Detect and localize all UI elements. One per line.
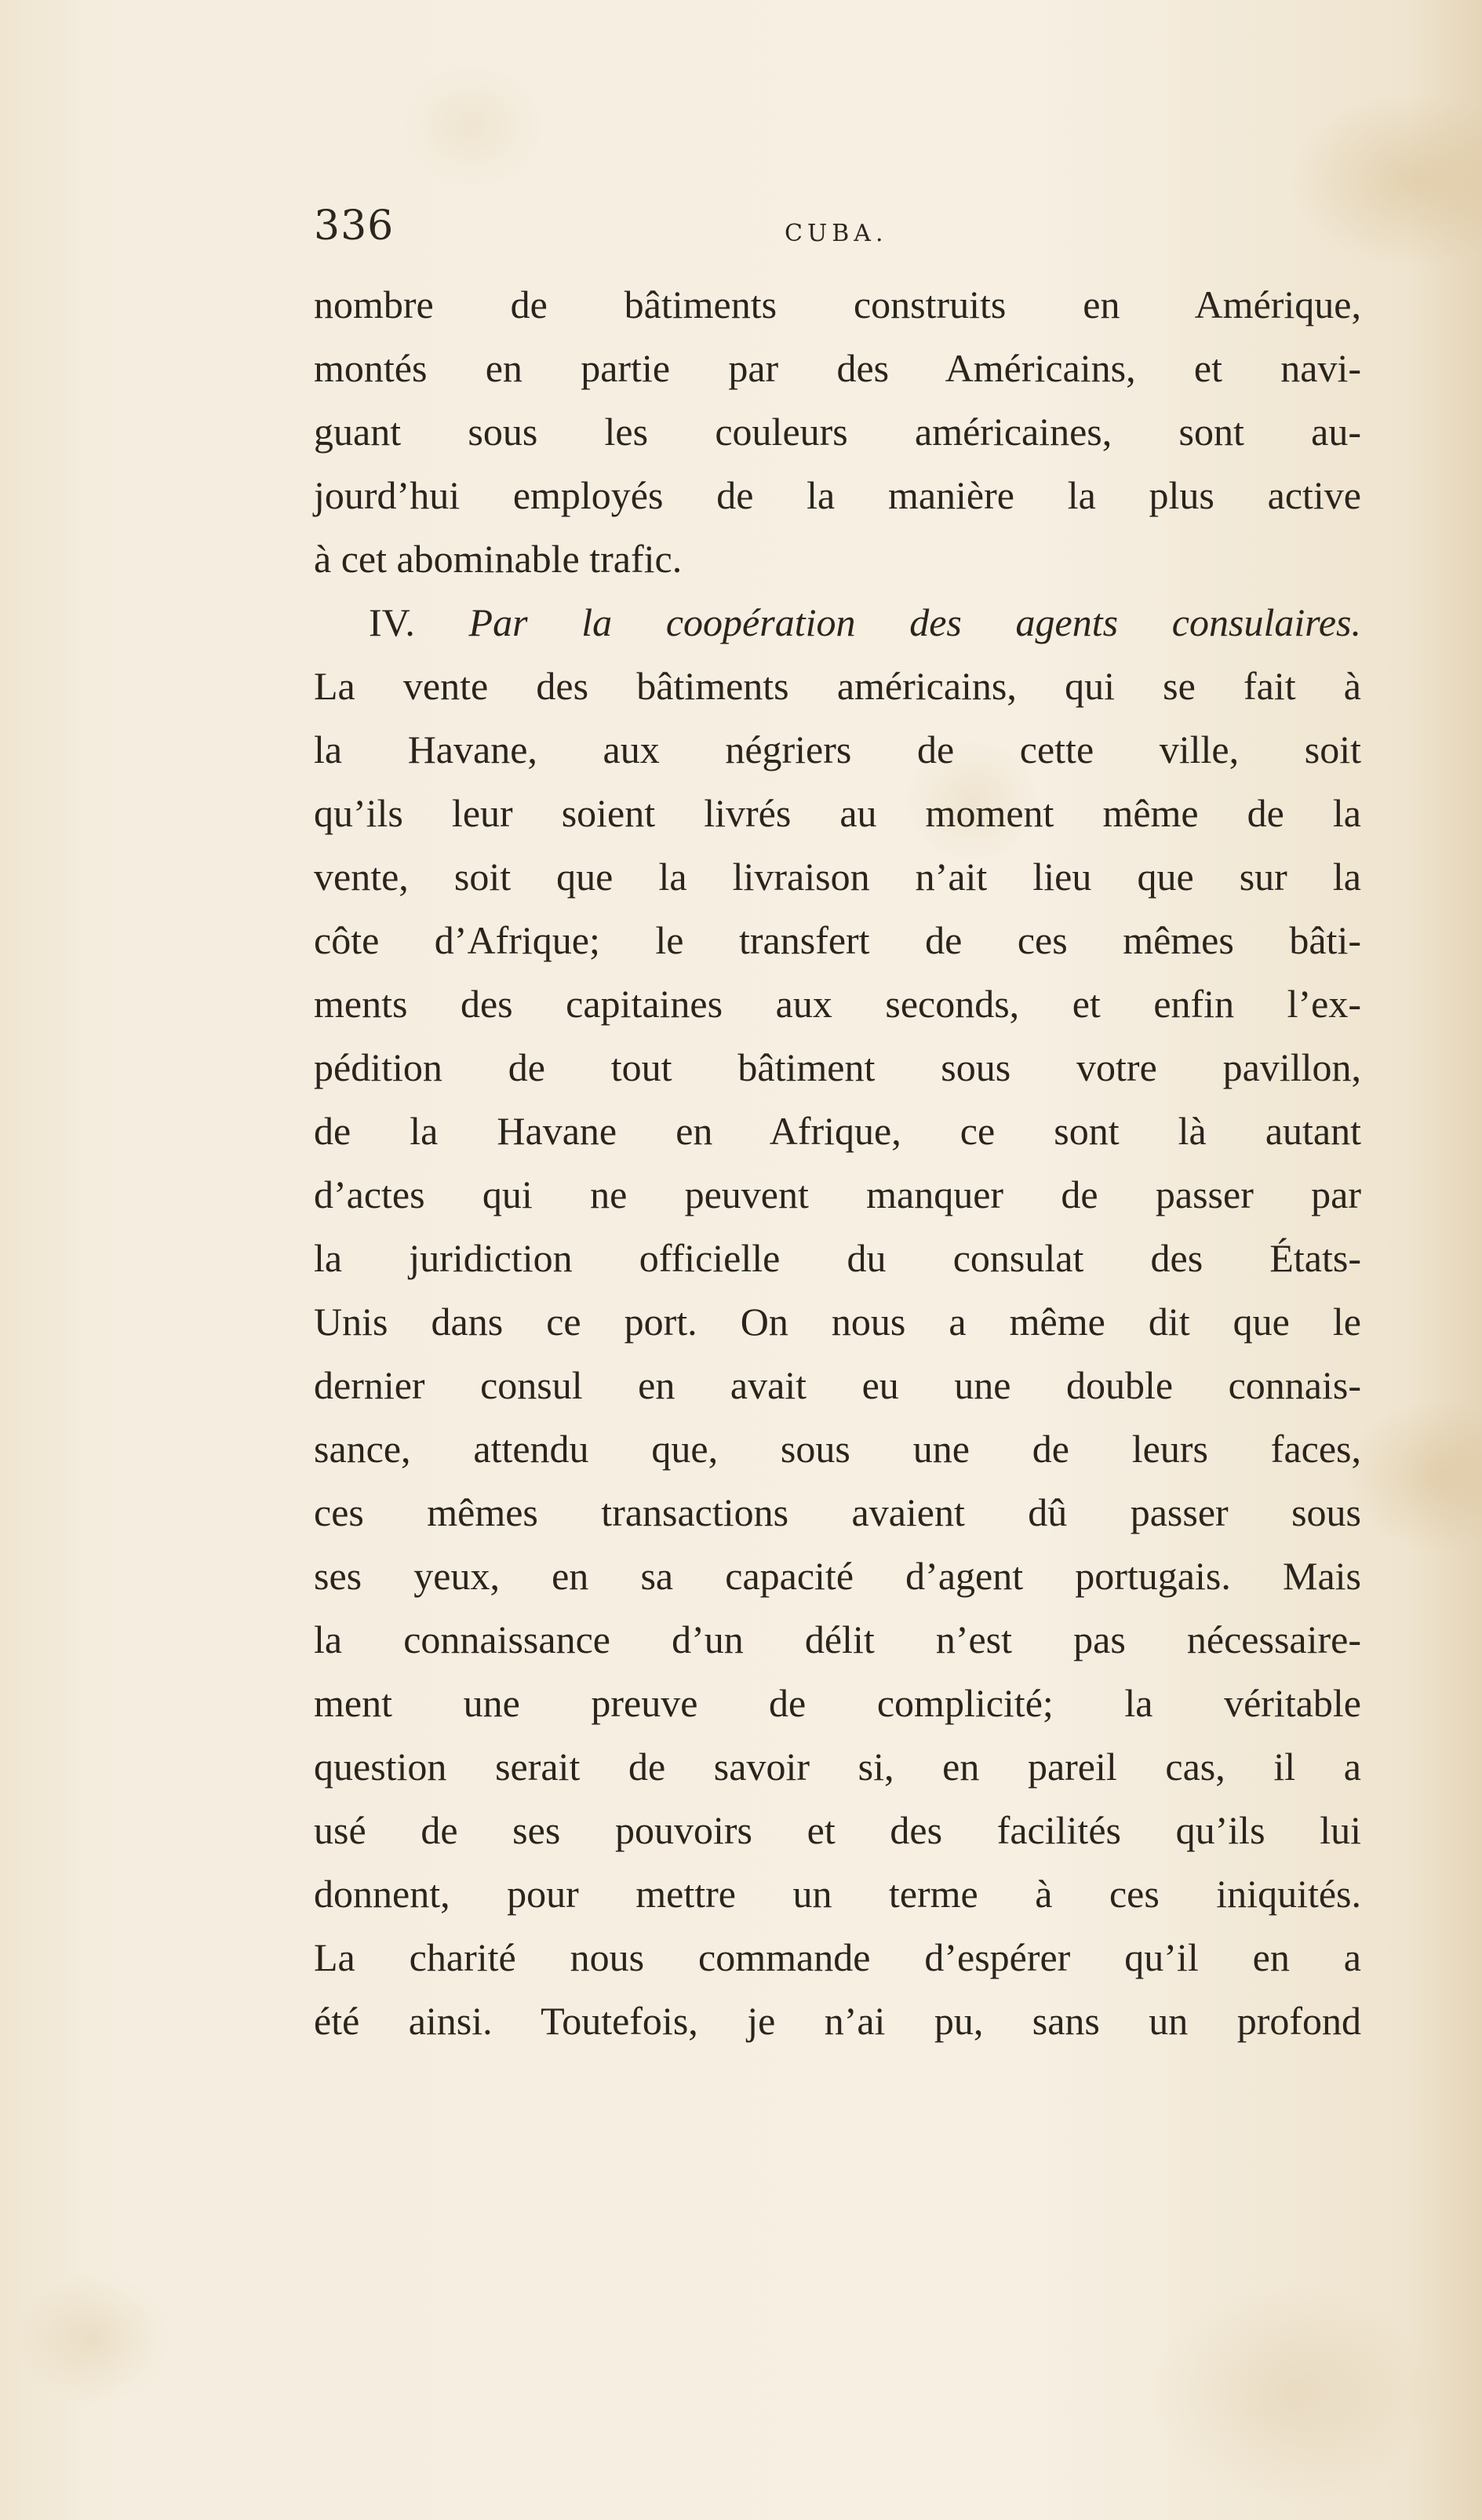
text-line: à cet abominable trafic. — [314, 537, 683, 581]
text-line: montés en partie par des Américains, et navi- — [314, 346, 1361, 390]
text-line: sance, attendu que, sous une de leurs faces, — [314, 1427, 1361, 1471]
text-line: qu’ils leur soient livrés au moment même de la — [314, 791, 1361, 835]
text-line: jourd’hui employés de la manière la plus active — [314, 473, 1361, 517]
body-text — [314, 273, 1361, 2053]
text-line: la connaissance d’un délit n’est pas nécessaire- — [314, 1617, 1361, 1661]
text-line: côte d’Afrique; le transfert de ces mêmes bâti- — [314, 918, 1361, 962]
text-line: ses yeux, en sa capacité d’agent portugais. Mais — [314, 1554, 1361, 1598]
text-line: d’actes qui ne peuvent manquer de passer par — [314, 1172, 1361, 1216]
text-line: donnent, pour mettre un terme à ces iniquités. — [314, 1872, 1361, 1916]
text-line: pédition de tout bâtiment sous votre pavillon, — [314, 1045, 1361, 1089]
page-number: 336 — [314, 202, 395, 250]
page-header — [314, 202, 1361, 257]
text-line: usé de ses pouvoirs et des facilités qu’ils lui — [314, 1808, 1361, 1852]
text-line: la Havane, aux négriers de cette ville, soit — [314, 728, 1361, 771]
text-line: Unis dans ce port. On nous a même dit que le — [314, 1300, 1361, 1344]
text-line: La charité nous commande d’espérer qu’il en a — [314, 1935, 1361, 1979]
text-line: vente, soit que la livraison n’ait lieu que sur la — [314, 855, 1361, 899]
text-line: ces mêmes transactions avaient dû passer sous — [314, 1490, 1361, 1534]
text-line: guant sous les couleurs américaines, sont au- — [314, 410, 1361, 454]
text-line: la juridiction officielle du consulat des États- — [314, 1236, 1361, 1280]
section-numeral: IV. — [369, 600, 415, 644]
text-line: ment une preuve de complicité; la véritable — [314, 1681, 1361, 1725]
text-line: ments des capitaines aux seconds, et enfin l’ex- — [314, 982, 1361, 1026]
section-title: Par la coopération des agents consulaires. — [468, 600, 1361, 644]
text-line: été ainsi. Toutefois, je n’ai pu, sans un profond — [314, 1999, 1361, 2043]
section-heading — [314, 591, 1361, 655]
running-head: CUBA. — [785, 220, 888, 247]
text-line: dernier consul en avait eu une double connais- — [314, 1363, 1361, 1407]
text-line: question serait de savoir si, en pareil cas, il a — [314, 1745, 1361, 1789]
text-line: de la Havane en Afrique, ce sont là autant — [314, 1109, 1361, 1153]
text-line: La vente des bâtiments américains, qui se fait à — [314, 664, 1361, 708]
text-line: nombre de bâtiments construits en Amérique, — [314, 283, 1361, 326]
